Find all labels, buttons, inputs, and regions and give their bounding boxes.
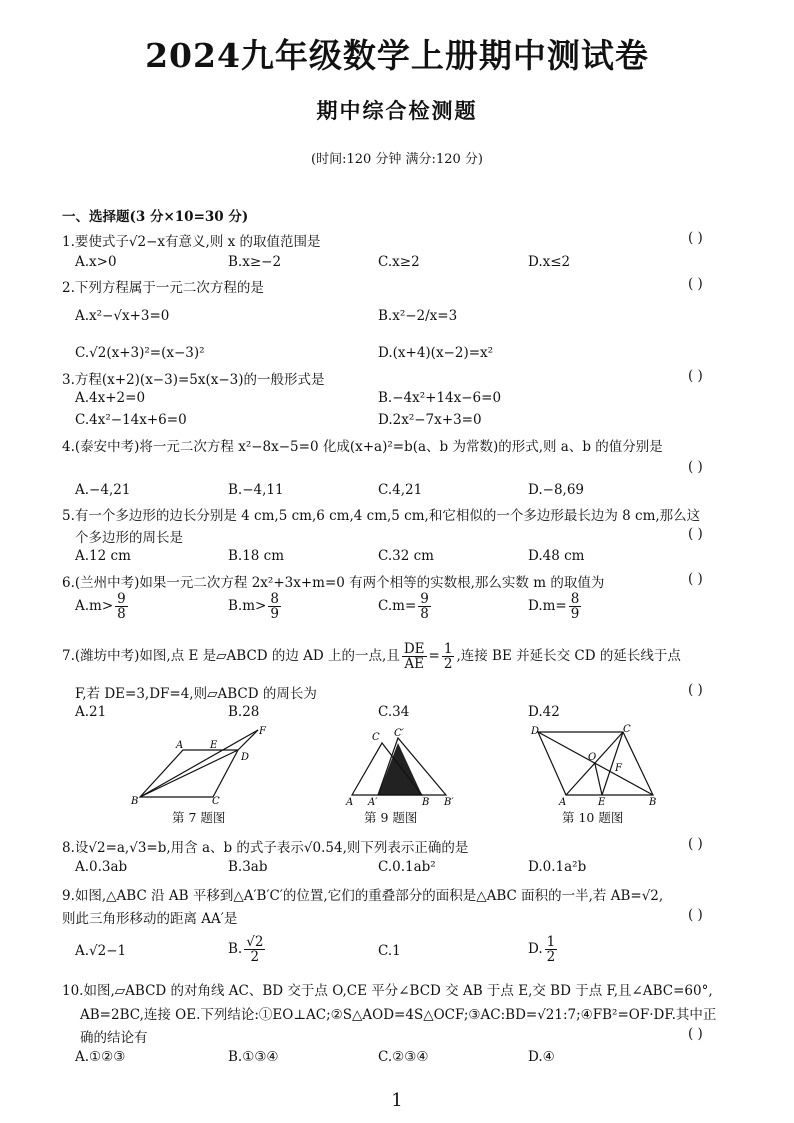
question-3-stem: 3.方程(x+2)(x−3)=5x(x−3)的一般形式是 (62, 372, 325, 388)
answer-paren: ( ) (688, 368, 703, 384)
option: B.−4,11 (228, 482, 284, 498)
fig9-label: B (422, 797, 430, 808)
question-6-stem: 6.(兰州中考)如果一元二次方程 2x²+3x+m=0 有两个相等的实数根,那么实数 m 的取值为 (62, 575, 605, 591)
page-subtitle: 期中综合检测题 (316, 98, 478, 123)
fig7-label: A (176, 740, 184, 751)
option: D.48 cm (528, 548, 585, 564)
fig7-label: E (210, 740, 218, 751)
option: A.m> $\frac{9}{8}$ (75, 591, 126, 623)
option: B.28 (228, 704, 260, 720)
fig10-label: F (615, 763, 622, 774)
figure-10-parallelogram (528, 722, 668, 807)
answer-paren: ( ) (688, 459, 703, 475)
option: D.−8,69 (528, 482, 585, 498)
question-1-stem: 1.要使式子√2−x有意义,则 x 的取值范围是 (62, 234, 321, 250)
question-4-stem: 4.(泰安中考)将一元二次方程 x²−8x−5=0 化成(x+a)²=b(a、b 为常数)的形式,则 a、b 的值分别是 (62, 439, 663, 455)
question-10-stem-cont2: 确的结论有 (80, 1030, 148, 1046)
option: C.4x²−14x+6=0 (75, 412, 187, 428)
option: B. $\frac{√2}{2}$ (228, 934, 264, 966)
fig9-label: C′ (394, 728, 404, 739)
figure-10-caption: 第 10 题图 (562, 810, 624, 825)
option: A.①②③ (75, 1049, 126, 1065)
page-number: 1 (391, 1090, 403, 1111)
fig10-label: O (588, 752, 597, 763)
option: A.4x+2=0 (75, 390, 146, 406)
question-5-stem: 5.有一个多边形的边长分别是 4 cm,5 cm,6 cm,4 cm,5 cm,和它相似的一个多边形最长边为 8 cm,那么这 (62, 508, 701, 524)
fig7-label: C (212, 796, 220, 807)
fig9-label: A′ (368, 797, 378, 808)
option: A.0.3ab (75, 859, 128, 875)
figure-9-caption: 第 9 题图 (364, 810, 418, 825)
option: A.√2−1 (75, 943, 127, 959)
option: C.32 cm (378, 548, 434, 564)
option: D.2x²−7x+3=0 (378, 412, 482, 428)
fig9-label: A (346, 797, 354, 808)
option: B.x≥−2 (228, 254, 282, 270)
option: A.−4,21 (75, 482, 131, 498)
answer-paren: ( ) (688, 276, 703, 292)
option: C.0.1ab² (378, 859, 436, 875)
option: D.④ (528, 1049, 555, 1065)
option: C.√2(x+3)²=(x−3)² (75, 345, 205, 361)
option: C.4,21 (378, 482, 423, 498)
answer-paren: ( ) (688, 836, 703, 852)
answer-paren: ( ) (688, 1026, 703, 1042)
option: B.3ab (228, 859, 268, 875)
option: C.②③④ (378, 1049, 429, 1065)
figure-7-caption: 第 7 题图 (172, 810, 226, 825)
question-10-stem-cont: AB=2BC,连接 OE.下列结论:①EO⊥AC;②S△AOD=4S△OCF;③AC:BD=√21:7;④FB²=OF·DF.其中正 (80, 1007, 717, 1023)
figure-7-parallelogram (128, 722, 278, 807)
answer-paren: ( ) (688, 571, 703, 587)
option: A.x²−√x+3=0 (75, 308, 170, 324)
fig10-label: B (649, 797, 657, 807)
question-5-stem-cont: 个多边形的周长是 (75, 530, 183, 546)
option: B.①③④ (228, 1049, 279, 1065)
fig7-label: D (241, 752, 250, 763)
question-7-stem: 7.(潍坊中考)如图,点 E 是▱ABCD 的边 AD 上的一点,且 $\frac{DE}{AE}$ = $\frac{1}{2}$ ,连接 BE 并延长交 CD 的延长线于点 (62, 641, 681, 673)
fig10-label: A (559, 797, 567, 807)
option: C.m= $\frac{9}{8}$ (378, 591, 429, 623)
option: C.x≥2 (378, 254, 420, 270)
question-10-stem: 10.如图,▱ABCD 的对角线 AC、BD 交于点 O,CE 平分∠BCD 交 AB 于点 E,交 BD 于点 F,且∠ABC=60°, (62, 983, 713, 999)
question-7-stem-cont: F,若 DE=3,DF=4,则▱ABCD 的周长为 (75, 686, 317, 702)
answer-paren: ( ) (688, 230, 703, 246)
option: D.x≤2 (528, 254, 571, 270)
fig10-label: D (531, 726, 540, 737)
fig10-label: E (598, 797, 606, 807)
fig7-label: B (131, 796, 139, 807)
option: D.0.1a²b (528, 859, 587, 875)
question-2-stem: 2.下列方程属于一元二次方程的是 (62, 280, 264, 296)
fig7-label: F (259, 726, 266, 737)
option: D.(x+4)(x−2)=x² (378, 345, 494, 361)
option: A.12 cm (75, 548, 131, 564)
question-9-stem-cont: 则此三角形移动的距离 AA′是 (62, 911, 238, 927)
option: D.m= $\frac{8}{9}$ (528, 591, 580, 623)
option: A.x>0 (75, 254, 117, 270)
option: B.18 cm (228, 548, 285, 564)
option: D. $\frac{1}{2}$ (528, 934, 556, 966)
answer-paren: ( ) (688, 907, 703, 923)
option: B.x²−2/x=3 (378, 308, 458, 324)
page-title: 2024九年级数学上册期中测试卷 (145, 36, 649, 75)
option: B.−4x²+14x−6=0 (378, 390, 502, 406)
fig10-label: C (623, 724, 631, 735)
answer-paren: ( ) (688, 526, 703, 542)
option: D.42 (528, 704, 560, 720)
option: A.21 (75, 704, 107, 720)
figure-9-triangles (342, 728, 462, 808)
option: B.m> $\frac{8}{9}$ (228, 591, 279, 623)
section-heading: 一、选择题(3 分×10=30 分) (62, 209, 249, 225)
fig9-label: C (372, 732, 380, 743)
exam-meta: (时间:120 分钟 满分:120 分) (311, 152, 483, 167)
fig9-label: B′ (444, 797, 454, 808)
question-8-stem: 8.设√2=a,√3=b,用含 a、b 的式子表示√0.54,则下列表示正确的是 (62, 840, 469, 856)
answer-paren: ( ) (688, 682, 703, 698)
option: C.1 (378, 943, 401, 959)
question-9-stem: 9.如图,△ABC 沿 AB 平移到△A′B′C′的位置,它们的重叠部分的面积是△ABC 面积的一半,若 AB=√2, (62, 888, 664, 904)
option: C.34 (378, 704, 410, 720)
